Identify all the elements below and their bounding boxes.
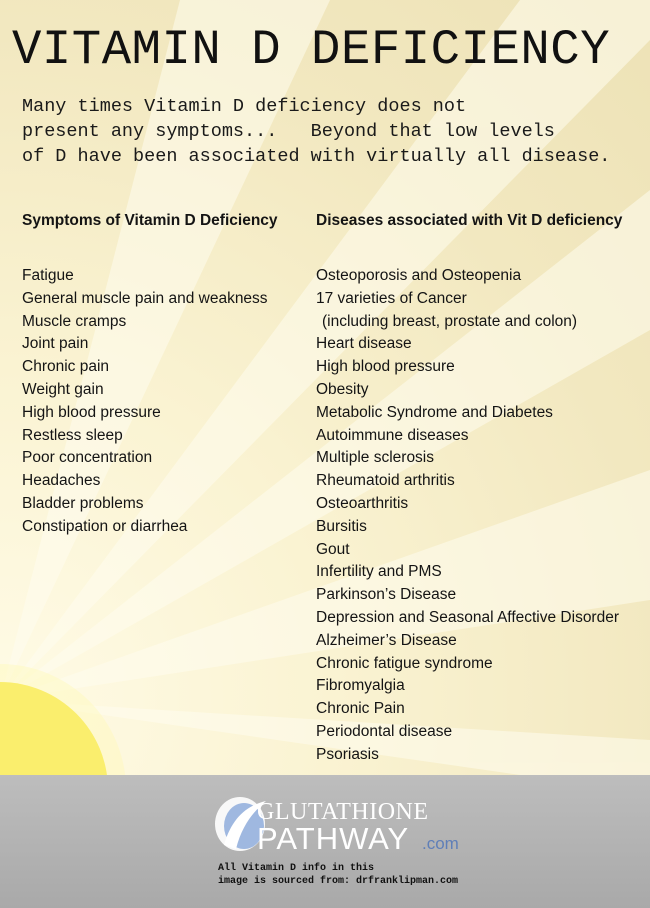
- disease-item: Osteoarthritis: [316, 494, 409, 512]
- disease-item: Periodontal disease: [316, 722, 453, 740]
- credit-line: All Vitamin D info in this: [218, 863, 375, 874]
- symptom-item: Restless sleep: [22, 426, 123, 444]
- credit-line: image is sourced from: drfranklipman.com: [218, 876, 459, 887]
- disease-item: Metabolic Syndrome and Diabetes: [316, 403, 553, 421]
- symptoms-heading: Symptoms of Vitamin D Deficiency: [22, 212, 278, 229]
- disease-item: Osteoporosis and Osteopenia: [316, 267, 522, 284]
- symptom-item: Weight gain: [22, 380, 104, 398]
- symptoms-column: [22, 210, 302, 539]
- symptom-item: Constipation or diarrhea: [22, 517, 188, 535]
- symptom-item: Fatigue: [22, 267, 74, 284]
- disease-item: Infertility and PMS: [316, 563, 442, 581]
- symptom-item: Chronic pain: [22, 358, 110, 376]
- logo-text-pathway: PATHWAY: [257, 821, 410, 856]
- intro-line: of D have been associated with virtually all disease.: [22, 146, 611, 167]
- source-credit: [218, 862, 458, 888]
- diseases-column: [316, 210, 646, 767]
- disease-item: Alzheimer’s Disease: [316, 631, 457, 649]
- disease-item: Psoriasis: [316, 745, 379, 763]
- diseases-heading: Diseases associated with Vit D deficiency: [316, 212, 623, 229]
- logo-text-com: .com: [422, 834, 459, 853]
- page-title: VITAMIN D DEFICIENCY: [12, 22, 611, 78]
- disease-item: Bursitis: [316, 517, 367, 535]
- disease-item: Depression and Seasonal Affective Disorder: [316, 608, 619, 626]
- symptom-item: General muscle pain and weakness: [22, 289, 268, 307]
- footer: [0, 775, 650, 908]
- disease-item: Autoimmune diseases: [316, 426, 469, 444]
- symptom-item: Poor concentration: [22, 449, 153, 467]
- disease-item: Chronic fatigue syndrome: [316, 654, 493, 672]
- symptom-item: Muscle cramps: [22, 312, 127, 330]
- logo-text-glutathione: GLUTATHIONE: [257, 799, 429, 825]
- symptom-item: Bladder problems: [22, 494, 144, 512]
- disease-item: Chronic Pain: [316, 700, 405, 718]
- intro-line: Many times Vitamin D deficiency does not: [22, 96, 467, 117]
- disease-item: Gout: [316, 540, 350, 558]
- disease-item: Rheumatoid arthritis: [316, 472, 455, 490]
- disease-item: Obesity: [316, 380, 369, 398]
- symptoms-list: [22, 265, 302, 539]
- intro-line: present any symptoms... Beyond that low levels: [22, 121, 555, 142]
- intro-text: [22, 94, 642, 169]
- disease-item: Parkinson’s Disease: [316, 586, 457, 604]
- disease-item: Multiple sclerosis: [316, 449, 435, 467]
- disease-item: Fibromyalgia: [316, 677, 405, 695]
- symptom-item: Headaches: [22, 472, 101, 490]
- disease-item-note: (including breast, prostate and colon): [322, 312, 578, 330]
- symptom-item: Joint pain: [22, 335, 89, 353]
- disease-item: High blood pressure: [316, 358, 455, 376]
- symptom-item: High blood pressure: [22, 403, 161, 421]
- diseases-list: [316, 265, 646, 767]
- disease-item: 17 varieties of Cancer: [316, 289, 467, 307]
- disease-item: Heart disease: [316, 335, 412, 353]
- glutathione-pathway-logo: [210, 787, 490, 862]
